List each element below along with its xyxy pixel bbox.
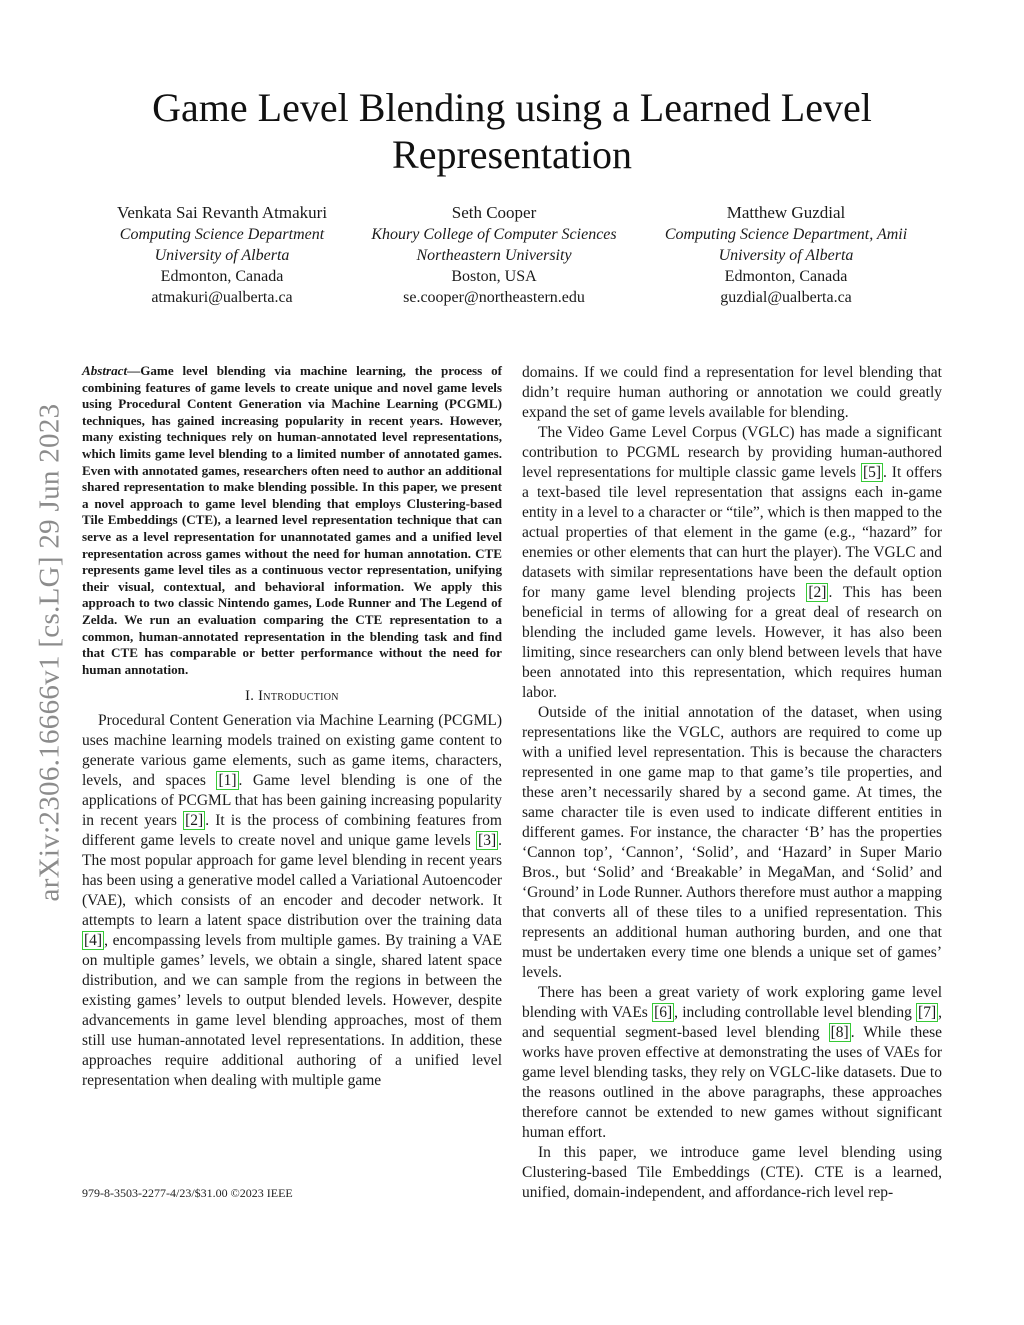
- author-name: Venkata Sai Revanth Atmakuri: [116, 203, 328, 222]
- paragraph-text: . Game level blending is one of the applications of PCGML that has been gaining increasing popularity in recent years: [82, 772, 502, 830]
- arxiv-stamp: [30, 365, 70, 940]
- author-location: Boston, USA: [451, 268, 537, 285]
- citation-link[interactable]: [2]: [808, 584, 827, 601]
- abstract: [82, 363, 502, 678]
- body-paragraph: [522, 1143, 942, 1203]
- right-column: [522, 363, 942, 1203]
- author-block: [82, 202, 362, 308]
- author-department: Computing Science Department, Amii: [664, 226, 908, 243]
- paragraph-text: There has been a great variety of work exploring game level blending with VAEs: [522, 984, 942, 1021]
- section-heading: [82, 688, 502, 705]
- author-department: Computing Science Department: [119, 226, 325, 243]
- paragraph-text: Procedural Content Generation via Machine Learning (PCGML) uses machine learning models trained on existing game content to generate various game elements, such as game items, characters, levels, and spaces: [82, 712, 502, 790]
- body-paragraph: [522, 983, 942, 1143]
- author-institution: University of Alberta: [154, 247, 290, 264]
- paragraph-text: , including controllable level blending: [674, 1004, 917, 1021]
- author-name: Seth Cooper: [451, 203, 537, 222]
- author-block: [354, 202, 634, 308]
- author-institution: University of Alberta: [718, 247, 854, 264]
- body-paragraph: [522, 363, 942, 423]
- body-paragraph: [522, 703, 942, 983]
- section-number: I.: [245, 688, 255, 705]
- citation-link[interactable]: [6]: [654, 1004, 673, 1021]
- paragraph-text: domains. If we could find a representation for level blending that didn’t require human authoring or annotation we could greatly expand the set of game levels available for blending.: [522, 364, 942, 421]
- citation-link[interactable]: [2]: [185, 812, 204, 830]
- abstract-label: Abstract: [82, 363, 128, 378]
- paragraph-text: . The most popular approach for game level blending in recent years has been using a generative model called a Variational Autoencoder (VAE), which consists of an encoder and decoder network. It attempts to learn a latent space distribution over the training data: [82, 832, 502, 930]
- citation-link[interactable]: [7]: [918, 1004, 937, 1021]
- arxiv-stamp-text: arXiv:2306.16666v1 [cs.LG] 29 Jun 2023: [33, 403, 66, 902]
- abstract-text: —Game level blending via machine learning, the process of combining features of game levels to create unique and novel game levels using Procedural Content Generation via Machine Learning (PCGML) techniques, has gained increasing popularity in recent years. However, many existing techniques rely on human-annotated level representations, which limits game level blending to a limited number of annotated games. Even with annotated games, researchers often need to author an additional shared representation to make blending possible. In this paper, we present a novel approach to game level blending that employs Clustering-based Tile Embeddings (CTE), a learned level representation technique that can serve as a level representation for unannotated games and a unified level representation across games without the need for human annotation. CTE represents game level tiles as a continuous vector representation, unifying their visual, contextual, and behavioral information. We apply this approach to two classic Nintendo games, Lode Runner and The Legend of Zelda. We run an evaluation comparing the CTE representation to a common, human-annotated representation in the blending task and find that CTE has comparable or better performance without the need for human annotation.: [82, 363, 502, 677]
- citation-link[interactable]: [8]: [830, 1024, 849, 1041]
- paragraph-text: , encompassing levels from multiple games. By training a VAE on multiple games’ levels, we obtain a single, shared latent space distribution, and we can sample from the regions in between the existing games’ levels to output blended levels. However, despite advancements in game level blending approaches, most of them still use human-annotated level representations. In addition, these approaches require additional authoring of a unified level representation when dealing with multiple game: [82, 932, 502, 1090]
- author-institution: Northeastern University: [416, 247, 572, 264]
- author-location: Edmonton, Canada: [724, 268, 848, 285]
- author-block: [646, 202, 926, 308]
- paragraph-text: , and sequential segment-based level blending: [522, 1004, 942, 1041]
- author-email[interactable]: atmakuri@ualberta.ca: [151, 289, 293, 306]
- author-name: Matthew Guzdial: [726, 203, 846, 222]
- copyright-footnote: 979-8-3503-2277-4/23/$31.00 ©2023 IEEE: [82, 1186, 293, 1200]
- author-location: Edmonton, Canada: [160, 268, 284, 285]
- left-column: [82, 363, 502, 1091]
- body-paragraph: [82, 711, 502, 1091]
- right-body: [522, 363, 942, 1203]
- citation-link[interactable]: [3]: [478, 832, 497, 850]
- paragraph-text: In this paper, we introduce game level blending using Clustering-based Tile Embeddings (CTE). CTE is a learned, unified, domain-independent, and affordance-rich level rep-: [522, 1144, 942, 1201]
- paragraph-text: Outside of the initial annotation of the dataset, when using representations like the VGLC, authors are required to come up with a unified level representation. This is because the characters represented in one game map to that game’s tile properties, and these aren’t necessarily shared by a second game. At times, the same character tile is even used to indicate different entities in different games. For instance, the character ‘B’ has the properties ‘Cannon top’, ‘Cannon’, ‘Solid’, and ‘Hazard’ in Super Mario Bros., but ‘Solid’ and ‘Breakable’ in MegaMan, and ‘Solid’ and ‘Ground’ in Lode Runner. Authors therefore must author a mapping that converts all of these tiles to a unified representation. This represents an additional human authoring burden, and one that must be undertaken every time one blends a unique set of games’ levels.: [522, 704, 942, 981]
- paper-title: Game Level Blending using a Learned Level Representation: [152, 85, 872, 177]
- paragraph-text: The Video Game Level Corpus (VGLC) has made a significant contribution to PCGML research by providing human-authored level representations for multiple classic game levels: [522, 424, 942, 481]
- body-paragraph: [522, 423, 942, 703]
- citation-link[interactable]: [5]: [862, 464, 882, 481]
- citation-link[interactable]: [4]: [84, 932, 103, 950]
- author-email[interactable]: guzdial@ualberta.ca: [720, 289, 852, 306]
- paragraph-text: . It is the process of combining features from different game levels to create novel and unique game levels: [82, 812, 502, 850]
- author-department: Khoury College of Computer Sciences: [371, 226, 617, 243]
- paragraph-text: . It offers a text-based tile level representation that assigns each in-game entity in a level to a character or “tile”, which is then mapped to the actual properties of that element in the game (e.g., “hazard” for enemies or other elements that can hurt the player). The VGLC and datasets with similar representations have been the default option for many game level blending projects: [522, 464, 942, 601]
- paragraph-text: . While these works have proven effective at demonstrating the uses of VAEs for game level blending tasks, they rely on VGLC-like datasets. Due to the reasons outlined in the above paragraphs, these approaches therefore cannot be extended to new games without significant human effort.: [522, 1024, 942, 1141]
- author-email[interactable]: se.cooper@northeastern.edu: [403, 289, 585, 306]
- left-body: [82, 711, 502, 1091]
- section-title: Introduction: [258, 688, 339, 705]
- citation-link[interactable]: [1]: [218, 772, 237, 790]
- paragraph-text: . This has been beneficial in terms of allowing for a great deal of research on blending the included game levels. However, it has also been limiting, since researchers can only blend between levels that have been annotated into this representation, which requires human labor.: [522, 584, 942, 701]
